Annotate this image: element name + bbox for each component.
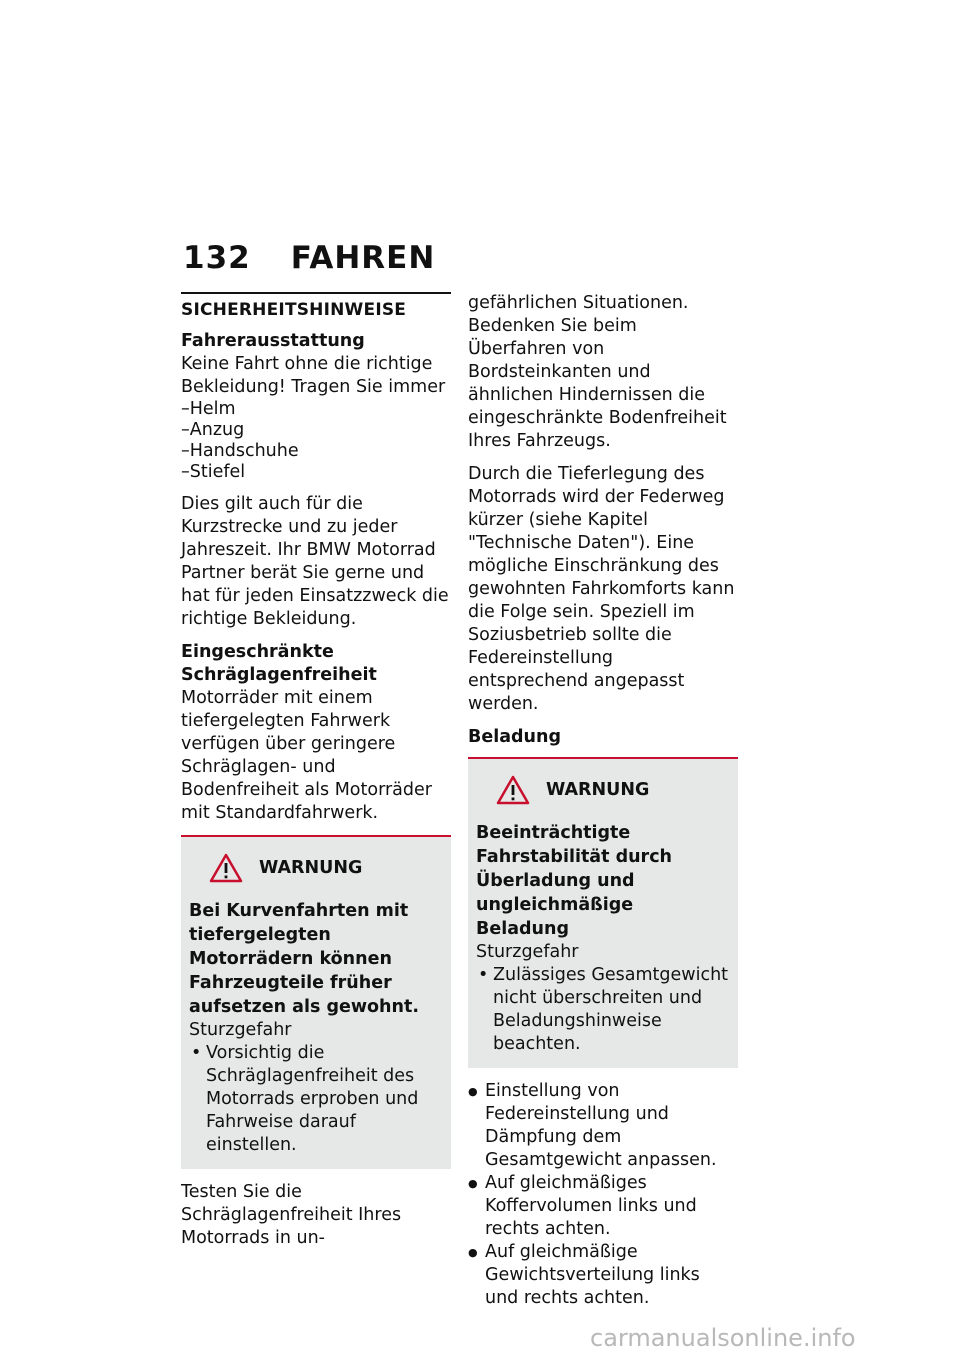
paragraph-partner: Dies gilt auch für die Kurzstrecke und zu jeder Jahreszeit. Ihr BMW Motorrad Partner berät Sie gerne und hat für jeden Einsatzzweck die richtige Bekleidung. [181, 494, 449, 629]
left-column [181, 292, 451, 1260]
subheading-loading: Beladung [468, 727, 561, 747]
warning-box [468, 757, 738, 1068]
warning-header [496, 775, 730, 805]
paragraph-test: Testen Sie die Schräglagenfreiheit Ihres Motorrads in un- [181, 1182, 402, 1248]
warning-text: Beeinträchtigte Fahrstabilität durch Überladung und ungleichmäßige Beladung [476, 823, 673, 939]
list-item: –Handschuhe [181, 441, 299, 461]
watermark: carmanualsonline.info [590, 1324, 856, 1352]
warning-list [189, 1042, 443, 1157]
right-column [468, 292, 738, 1310]
subheading-lean-angle: Eingeschränkte Schräglagenfreiheit [181, 642, 377, 685]
list-item: –Anzug [181, 420, 245, 440]
warning-label: WARNUNG [259, 857, 363, 878]
warning-header [209, 853, 443, 883]
hazard-text: Sturzgefahr [476, 942, 579, 962]
warning-triangle-icon [209, 853, 243, 883]
warning-label: WARNUNG [546, 779, 650, 800]
list-item: ● Auf gleichmäßige Gewichtsverteilung links und rechts achten. [468, 1241, 738, 1310]
list-item: • Zulässiges Gesamtgewicht nicht überschreiten und Beladungshinweise beachten. [476, 964, 730, 1056]
paragraph-situations: gefährlichen Situationen. Bedenken Sie beim Überfahren von Bordsteinkanten und ähnlichen Hindernissen die eingeschränkte Bodenfreiheit Ihres Fahrzeugs. [468, 293, 727, 451]
page-number: 132 [183, 240, 251, 276]
paragraph-clothing: Keine Fahrt ohne die richtige Bekleidung! Tragen Sie immer [181, 354, 446, 397]
chapter-title: FAHREN [290, 240, 436, 276]
list-item: –Helm [181, 399, 236, 419]
equipment-list [181, 399, 451, 483]
list-item: • Vorsichtig die Schräglagenfreiheit des Motorrads erproben und Fahrweise darauf einstellen. [189, 1042, 443, 1157]
paragraph-lowered-chassis: Motorräder mit einem tiefergelegten Fahrwerk verfügen über geringere Schräglagen- und Bodenfreiheit als Motorräder mit Standardfahrwerk. [181, 688, 432, 823]
warning-triangle-icon [496, 775, 530, 805]
warning-box [181, 835, 451, 1169]
page-header [183, 240, 435, 276]
warning-text: Bei Kurvenfahrten mit tiefergelegten Motorrädern können Fahrzeugteile früher aufsetzen als gewohnt. [189, 901, 419, 1017]
hazard-text: Sturzgefahr [189, 1020, 292, 1040]
paragraph-suspension: Durch die Tieferlegung des Motorrads wird der Federweg kürzer (siehe Kapitel "Technische Daten"). Eine mögliche Einschränkung des gewohnten Fahrkomforts kann die Folge sein. Speziell im Soziusbetrieb sollte die Federeinstellung entsprechend angepasst werden. [468, 464, 735, 714]
loading-tips-list [468, 1080, 738, 1310]
list-item: –Stiefel [181, 462, 246, 482]
section-title: SICHERHEITSHINWEISE [181, 292, 451, 322]
list-item: ● Auf gleichmäßiges Koffervolumen links und rechts achten. [468, 1172, 738, 1241]
subheading-rider-equipment: Fahrerausstattung [181, 331, 365, 351]
warning-list [476, 964, 730, 1056]
list-item: ● Einstellung von Federeinstellung und Dämpfung dem Gesamtgewicht anpassen. [468, 1080, 738, 1172]
